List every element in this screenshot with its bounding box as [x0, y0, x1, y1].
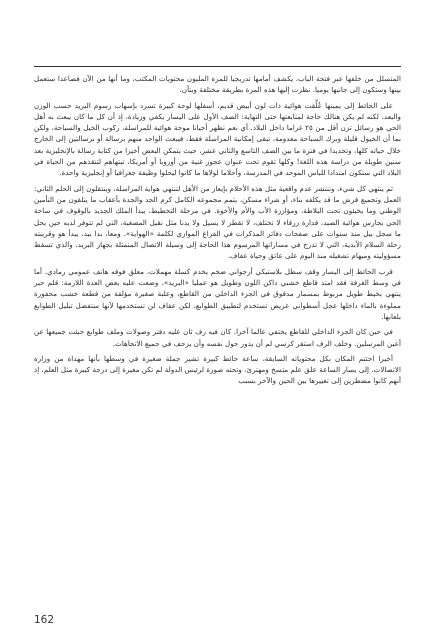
paragraph: أخيرا اختتم المكان بكل محتوياته السابقة، ساعة حائط كبيرة تشير جملة صغيرة في وسطها بأنها مهداة من وزارة الاتصالات. إلى يسار الساعة علق علم متسخ ومهترئ، وتحته صورة لرئيس الدولة لم تكن مغيرة إلى درجة كبيرة مثل العلم، إذ أنهم كانوا مضطرين إلى تغييرها بين الحين والآخر بسبب: [34, 353, 401, 386]
paragraph: في حين كان الجزء الداخلي للقاطع يختفي عالما آخرا. كان فيه رف ثان عليه دفتر وصولات وملف طوابع خبئت جميعها عن أعين المرسلين. وخلف الرف استقر كرسي لم أن يدور حول نفسه وأن يزحف في جميع الاتجاهات.: [34, 327, 401, 348]
paragraph: على الحائط إلى يمينها عُلِّقت هوائية ذات لون أبيض قديم، أسفلها لوحة كبيرة تسرد بإسهاب رسوم البريد حسب الوزن والبعد، لكنه لم يكن هنالك حاجة لمتابعتها حتى النهاية: الصف الأول على اليسار يكفي وزيادة، إذ أن كل ما كان يبعث به أهل الحي هو رسائل تزن أقل من ٢٥ غراما داخل البلاد. أي نعم تظهر أحيانا موجة هوائية للمراسلة، ركوب الخيل والسياحة، ولكن بما أن الخيول قليلة وبرك السباحة معدومة، تبقى إمكانية المراسلة فقط، فيبعث الواحد منهم برسالة أو برسالتين إلى الخارج خلال حياته كلها، وتحديدا في فترة ما بين الصف التاسع والثاني عشر، حيث يتمكن البعض أخيرا من كتابة رسالة بالإنجليزية بعد سنين طويلة من دراسة هذه اللغة! وكلها تقوم تحت عنوان عجوز غنية من أوروبا أو أمريكا، تبتهاهم لتنقذهم من الحياة في البلاد التي ستكون امتدادا للباس الموحد في المدرسة، وأحلاما لولاها ما كانوا ليحلوا وظيفة جغرافيا أو إنجليزية واحدة.: [34, 100, 401, 178]
paragraph: المتسلل من خلفها عبر فتحة الباب، يكشف أمامها تدريجيا للمرة المليون محتويات المكتب، وما أنها من الآن فصاعدا ستعمل بينها وستكون إلى جانبها يوميا. نظرت إليها هذه المرة بطريقة مختلفة وبتأن.: [34, 74, 401, 95]
body-text: [34, 73, 401, 391]
header-rule: [34, 66, 401, 67]
paragraph: قرب الحائط إلى اليسار وقف سطل بلاستيكي أرجواني ضخم يخدم كسلة مهملات، معلق فوقه هاتف عمومي رمادي. أما في وسط الغرفة فقد امتد قاطع خشبي داكن اللون وطويل هو عمليا «البريد»، وضعت عليه بعض العدة اللازمة: قلم حبر ينتهي بخيط طويل مربوط بمسمار مدقوق في الجزء الداخلي من القاطع، وعلبة صغيرة مؤلفة من قطعة خشب محفورة مملوءة بالماء داخلها عجل أسطواني عريض تستخدم لتطبيق الطوابع، لكن عفاف لن تستخدمها لأنها ستفضل تبليل الطوابع بلعابها.: [34, 266, 401, 321]
paragraph: ثم ينتهي كل شيء، وتنتشر عدم واقعية مثل هذه الأحلام بإيعاز من الأهل لتنتهي هواية المراسلة، وينتقلون إلى الحلم الثاني: العمل وتجميع قرش ما قد يكلفه بناء، أو شراء مسكن، يتمم مجموعه الكامل كرم الجد والجدة بأعقاب ما يتلقون من التأمين الوطني وما يخبئون تحت البلاطة، ومؤازرة الأب والأم والأخوة. في مرحلة التخطيط، يبدأ الملك الجديد بالوقوف في ساحة الحي بحارس هوائية الصيد، فدارة زرقاء لا تختلف، لا تقطر لا يسيل ولا يدنا مثل نقيل المصغية، التي لم تتوفر لديه حين يحل ما سجل بيل منذ سنوات على صفحات دفاتر المذكرات في الفراغ الموازي لكلمة «الهواية». ومعا، بدا بيد، يبدأ هو وقرينته رحلة السلام الأبدية، التي لا تدرج في مساراتها المرسوم هذا الحاجة إلى وسيلة الاتصال المتمثلة بجهاز البريد، والذي تسقط مسؤوليته وميهام تشغيله منذ اليوم على عاتق وحياة عفاف.: [34, 183, 401, 261]
page-number: 162: [34, 614, 55, 626]
